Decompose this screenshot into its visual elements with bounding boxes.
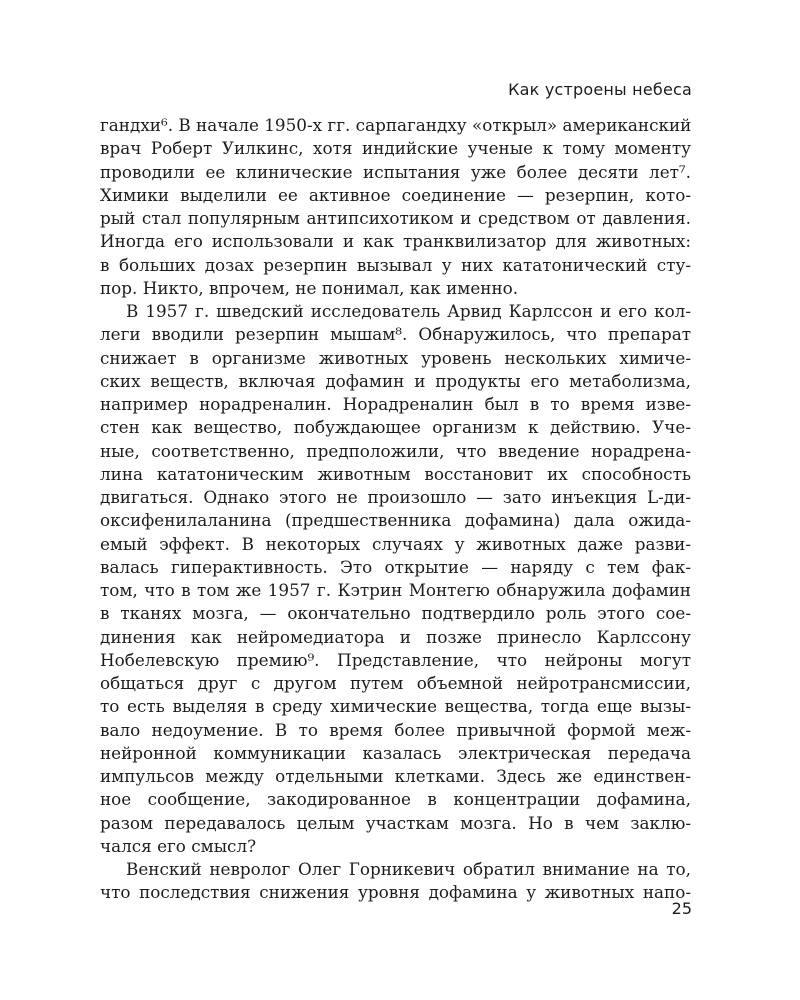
text-line: общаться друг с другом путем объемной нейротрансмиссии, — [100, 673, 691, 693]
text-line: оксифенилаланина (предшественника дофамина) дала ожида- — [100, 510, 691, 531]
running-head: Как устроены небеса — [508, 80, 692, 99]
text-line: ное сообщение, закодированное в концентрации дофамина, — [100, 789, 691, 810]
text-line: в больших дозах резерпин вызывал у них кататонический сту- — [100, 254, 691, 275]
text-line: проводили ее клинические испытания уже более десяти лет⁷. — [100, 161, 691, 182]
text-line: леги вводили резерпин мышам⁸. Обнаружилось, что препарат — [100, 324, 691, 345]
text-line: нейронной коммуникации казалась электрическая передача — [100, 742, 691, 763]
text-line: Венский невролог Олег Горникевич обратил внимание на то, — [126, 859, 691, 879]
page-number: 25 — [671, 899, 692, 918]
text-line: динения как нейромедиатора и позже принесло Карлссону — [100, 626, 691, 647]
text-line: например норадреналин. Норадреналин был в то время изве- — [100, 394, 691, 414]
text-line: емый эффект. В некоторых случаях у животных даже разви- — [100, 533, 691, 554]
text-line: разом передавалось целым участкам мозга. Но в чем заклю- — [100, 812, 691, 833]
text-line: снижает в организме животных уровень нескольких химиче- — [100, 347, 691, 368]
text-line: рый стал популярным антипсихотиком и средством от давления. — [100, 208, 691, 228]
text-line: то есть выделяя в среду химические вещества, тогда еще вызы- — [100, 696, 691, 717]
text-line: Химики выделили ее активное соединение — резерпин, кото- — [100, 184, 691, 205]
text-line: импульсов между отдельными клетками. Здесь же единствен- — [100, 766, 691, 786]
text-line: в тканях мозга, — окончательно подтвердило роль этого сое- — [100, 603, 691, 624]
body-text — [100, 114, 691, 905]
text-line: ских веществ, включая дофамин и продукты его метаболизма, — [100, 370, 691, 391]
text-line: Иногда его использовали и как транквилизатор для животных: — [100, 231, 691, 252]
text-line: стен как вещество, побуждающее организм к действию. Уче- — [100, 417, 691, 438]
text-line: том, что в том же 1957 г. Кэтрин Монтегю обнаружила дофамин — [100, 580, 691, 600]
text-line: валась гиперактивность. Это открытие — наряду с тем фак- — [100, 556, 691, 577]
text-line: что последствия снижения уровня дофамина у животных напо- — [100, 882, 691, 903]
text-line: пор. Никто, впрочем, не понимал, как именно. — [100, 277, 519, 298]
text-line: В 1957 г. шведский исследователь Арвид Карлссон и его кол- — [126, 301, 691, 321]
text-line: гандхи⁶. В начале 1950-х гг. сарпагандху «открыл» американский — [100, 115, 691, 135]
text-line: вало недоумение. В то время более привычной формой меж- — [100, 719, 691, 740]
text-line: чался его смысл? — [100, 835, 257, 856]
text-line: Нобелевскую премию⁹. Представление, что нейроны могут — [100, 649, 691, 670]
text-line: ные, соответственно, предположили, что введение норадрена- — [100, 440, 691, 461]
text-line: лина кататоническим животным восстановит их способность — [100, 463, 691, 484]
text-line: врач Роберт Уилкинс, хотя индийские ученые к тому моменту — [100, 138, 691, 159]
text-line: двигаться. Однако этого не произошло — зато инъекция L-ди- — [100, 487, 691, 507]
